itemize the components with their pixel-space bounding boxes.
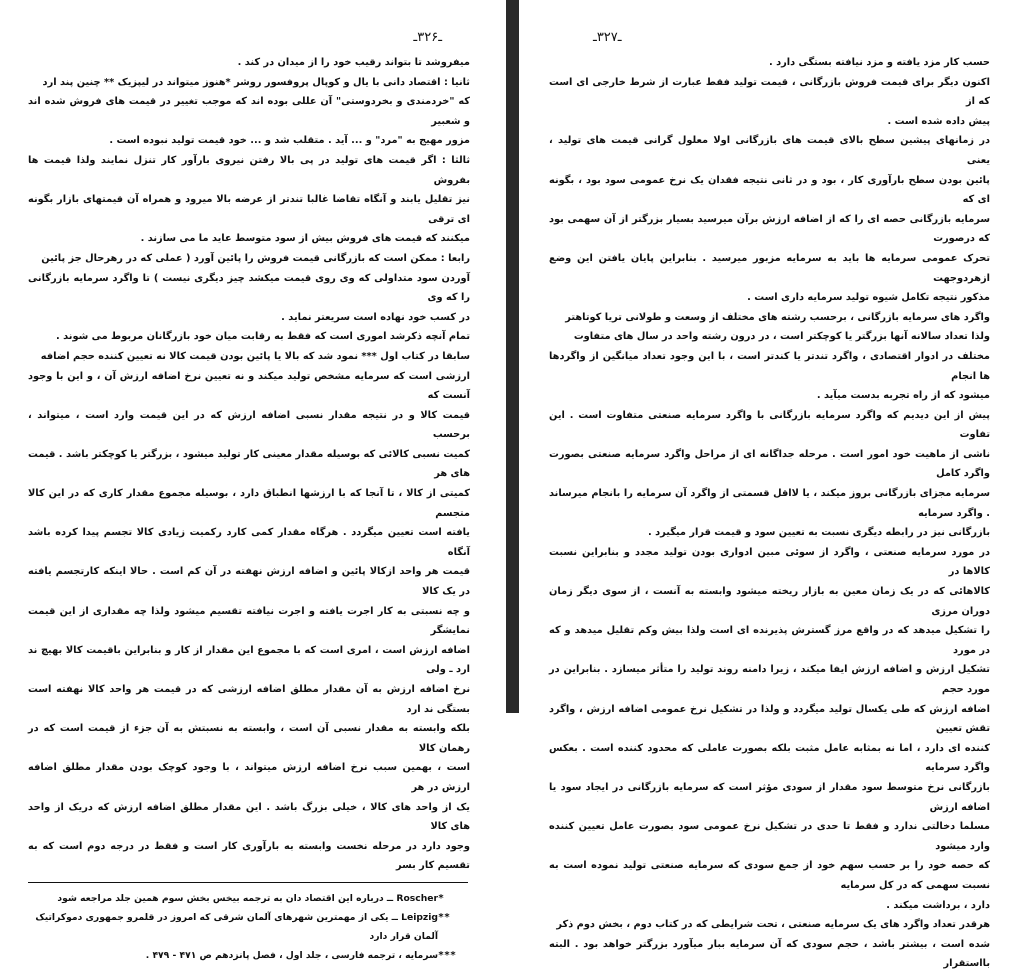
text-line: و چه نسبتی به کار اجرت یافته و اجرت نیافته تقسیم میشود ولذا چه مقداری از این قیمت نمایشگر	[28, 605, 470, 637]
text-line: را تشکیل میدهد که در واقع مرز گسترش پذیرنده ای است ولذا بیش وکم تقلیل میدهد و که در مورد	[549, 625, 990, 656]
text-line: تمام آنچه ذکرشد اموری است که فقط به رقابت میان خود بازرگانان مربوط می شوند .	[56, 331, 470, 343]
text-line: بازرگانی نرخ متوسط سود مقدار از سودی مؤثر است که سرمایه بازرگانی در ایجاد سود یا اضافه ارزش	[549, 781, 990, 813]
text-line: پائین بودن سطح بارآوری کار ، بود و در ثانی نتیجه فقدان یک نرخ عمومی سود بود ، بگونه ای که	[549, 174, 990, 206]
footnote-mark: ***	[438, 949, 457, 961]
text-line: ثانیا : اقتصاد دانی با یال و کوپال پروفسور روشر *هنوز میتواند در لیپزیک ** چنین پند ارد	[42, 76, 470, 88]
left-page-body	[28, 53, 470, 876]
text-line: یافته است تعیین میگردد . هرگاه مقدار کمی کارد رکمیت زیادی کالا تجسم پیدا کرده باشد آنگاه	[28, 527, 470, 558]
text-line: سابقا در کتاب اول *** نمود شد که بالا یا پائین بودن قیمت کالا نه تعیین کننده حجم اضافه	[40, 350, 470, 362]
text-line: وجود دارد در مرحله نخست وابسته به بارآوری کار است و فقط در درجه دوم است که به تقسیم کار بسر	[28, 840, 470, 872]
text-line: کمیتی از کالا ، تا آنجا که با ارزشها انطباق دارد ، بوسیله مجموع مقدار کاری که در این کالا متجسم	[28, 488, 470, 519]
text-line: دارد ، برداشت میکند .	[886, 899, 990, 911]
left-page	[0, 0, 506, 961]
left-page-number: ـ۳۲۶ـ	[413, 30, 442, 45]
text-line: نیز تقلیل یابند و آنگاه تقاضا غالبا تندتر از عرضه بالا میرود و همراه آن قیمتهای بازار بگونه ای ترقی	[28, 194, 470, 225]
text-line: تحرک عمومی سرمایه ها باید به سرمایه مزبور میرسید . بنابراین پایان یافتن این وضع ازهردوجهت	[549, 252, 990, 284]
right-page-number: ـ۳۲۷ـ	[593, 30, 622, 45]
text-line: نرخ اضافه ارزش به آن مقدار مطلق اضافه ارزشی که در قیمت هر واحد کالا نهفته است بستگی ند ارد	[28, 684, 470, 715]
text-line: که "خردمندی و بخردوستی" آن عللی بوده اند که موجب تغییر در قیمت های فروش شده اند و شعبیر	[28, 96, 470, 127]
text-line: شده است ، بیشتر باشد ، حجم سودی که آن سرمایه ببار میآورد بزرگتر خواهد بود . البته بااستقرار	[549, 938, 990, 970]
text-line: میشود که از راه تجربه بدست میآید .	[816, 390, 990, 402]
text-line: حسب کار مزد یافته و مزد نیافته بستگی دارد .	[768, 57, 990, 68]
text-line: اضافه ارزش است ، امری است که با مجموع این مقدار از کار و بنابراین باقیمت کالا بهیچ ند ارد ـ ولی	[28, 644, 470, 676]
text-line: پیش داده شده است .	[887, 115, 990, 127]
text-line: مسلما دخالتی ندارد و فقط تا حدی در تشکیل نرخ عمومی سود بصورت عامل تعیین کننده وارد میشود	[549, 821, 990, 852]
text-line: کالاهائی که در یک زمان معین به بازار ریخته میشود وابسته به آنست ، از سوی دیگر زمان دوران مرزی	[549, 586, 990, 617]
text-line: کمیت نسبی کالائی که بوسیله مقدار معینی کار تولید میشود ، بزرگتر یا کوچکتر باشد . قیمت های هر	[28, 448, 470, 480]
text-line: پیش از این دیدیم که واگرد سرمایه بازرگانی با واگرد سرمایه صنعتی متفاوت است . این تفاوت	[549, 409, 990, 441]
footnote-mark: *	[438, 892, 445, 904]
text-line: آوردن سود متداولی که وی روی قیمت میکشد چیز دیگری نیست ) تا واگرد سرمایه بازرگانی را که وی	[28, 272, 470, 304]
right-page	[519, 0, 1024, 970]
text-line: قیمت کالا و در نتیجه مقدار نسبی اضافه ارزش که در این قیمت وارد است ، میتواند ، برحسب	[28, 409, 470, 441]
footnote	[28, 889, 468, 908]
text-line: رابعا : ممکن است که بازرگانی قیمت فروش را پائین آورد ( عملی که در رهرحال جز پائین	[41, 252, 470, 264]
text-line: هرقدر تعداد واگرد های یک سرمایه صنعتی ، تحت شرایطی که در کتاب دوم ، بخش دوم ذکر	[556, 919, 990, 931]
footnote-text: Leipzig ــ یکی از مهمترین شهرهای آلمان شرقی که امروز در قلمرو جمهوری دموکراتیک آلمان قرار دارد	[35, 911, 438, 942]
text-line: در مورد سرمایه صنعتی ، واگرد از سوئی مبین ادواری بودن تولید مجدد و بنابراین نسبت کالاها در	[549, 546, 990, 578]
text-line: ولذا تعداد سالانه آنها بزرگتر یا کوچکتر است ، در درون رشته واحد در سال های متفاوت	[573, 331, 990, 343]
footnote-text: سرمایه ، ترجمه فارسی ، جلد اول ، فصل پانزدهم ص ۴۷۱ - ۴۷۹ .	[145, 949, 438, 961]
text-line: ناشی از ماهیت خود امور است . مرحله جداگانه ای از مراحل واگرد سرمایه صنعتی بصورت واگرد کامل	[549, 448, 990, 480]
text-line: سرمایه مجزای بازرگانی بروز میکند ، یا لااقل قسمتی از واگرد آن سرمایه را بانجام میرساند . واگرد سرمایه	[549, 488, 990, 519]
text-line: اکنون دیگر برای قیمت فروش بازرگانی ، قیمت تولید فقط عبارت از شرط خارجی ای است که از	[549, 76, 990, 108]
text-line: کننده ای دارد ، اما نه بمثابه عامل مثبت بلکه بصورت عاملی که محدود کننده است . بعکس واگرد سرمایه	[549, 742, 990, 774]
text-line: مختلف در ادوار اقتصادی ، واگرد تندتر یا کندتر است ، با این وجود تعداد میانگین از واگردها ها انجام	[549, 350, 990, 382]
text-line: تشکیل ارزش و اضافه ارزش ایفا میکند ، زیرا دامنه روند تولید را متأثر میسازد . بنابراین در مورد حجم	[549, 664, 990, 695]
text-line: قیمت هر واحد ازکالا پائین و اضافه ارزش نهفته در آن کم است . حالا اینکه کارتجسم یافته در یک کالا	[28, 566, 470, 598]
footnote-mark: **	[438, 911, 451, 923]
text-line: ارزشی است که سرمایه مشخص تولید میکند و نه تعیین نرخ اضافه ارزش آن ، و این با وجود آنست که	[28, 370, 470, 402]
text-line: یک از واحد های کالا ، خیلی بزرگ باشد . این مقدار مطلق اضافه ارزش که دریک از واحد های کالا	[28, 801, 470, 833]
right-page-body	[549, 53, 990, 974]
book-gutter	[506, 0, 519, 713]
text-line: بلکه وابسته به مقدار نسبی آن است ، وابسته به نسبتش به آن جزء از قیمت است که در رهمان کالا	[28, 723, 470, 754]
text-line: میفروشد تا بتواند رقیب خود را از میدان در کند .	[237, 57, 470, 68]
text-line: مزور مهیج به "مرد" و ... آید . متقلب شد و ... خود قیمت تولید نبوده است .	[109, 135, 470, 147]
text-line: مذکور نتیجه تکامل شیوه تولید سرمایه داری است .	[747, 292, 990, 304]
text-line: که حصه خود را بر حسب سهم خود از جمع سودی که سرمایه صنعتی تولید نموده است به نسبت سهمی که در کل سرمایه	[549, 860, 990, 891]
text-line: بازرگانی نیز در رابطه دیگری نسبت به تعیین سود و قیمت قرار میگیرد .	[647, 527, 990, 539]
footnote	[28, 946, 468, 965]
left-page-footnotes	[28, 889, 470, 965]
text-line: در زمانهای پیشین سطح بالای قیمت های بازرگانی اولا معلول گرانی قیمت های تولید ، یعنی	[549, 135, 990, 166]
text-line: میکنند که قیمت های فروش بیش از سود متوسط عاید ما می سازند .	[140, 233, 470, 245]
footnote	[28, 908, 468, 946]
text-line: در کسب خود نهاده است سریعتر نماید .	[281, 311, 470, 323]
footnote-text: Roscher ــ درباره این اقتصاد دان به ترجمه بیخس بخش سوم همین جلد مراجعه شود	[57, 892, 438, 904]
text-line: اضافه ارزش که طی یکسال تولید میگردد و ولذا در تشکیل نرخ عمومی اضافه ارزش ، واگرد تقش تعیین	[549, 703, 990, 735]
text-line: است ، بهمین سبب نرخ اضافه ارزش میتواند ، با وجود کوچک بودن مقدار مطلق اضافه ارزش در هر	[28, 762, 470, 793]
text-line: واگرد های سرمایه بازرگانی ، برحسب رشته های مختلف از وسعت و طولانی تریا کوتاهتر	[565, 311, 990, 323]
footnote-divider	[28, 882, 468, 883]
text-line: سرمایه بازرگانی حصه ای را که از اضافه ارزش برآن میرسید بسیار بزرگتر از آن سهمی بود که درصورت	[549, 213, 990, 245]
text-line: ثالثا : اگر قیمت های تولید در پی بالا رفتن نیروی بارآور کار تنزل نمایند ولذا قیمت ها بفروش	[28, 154, 470, 186]
